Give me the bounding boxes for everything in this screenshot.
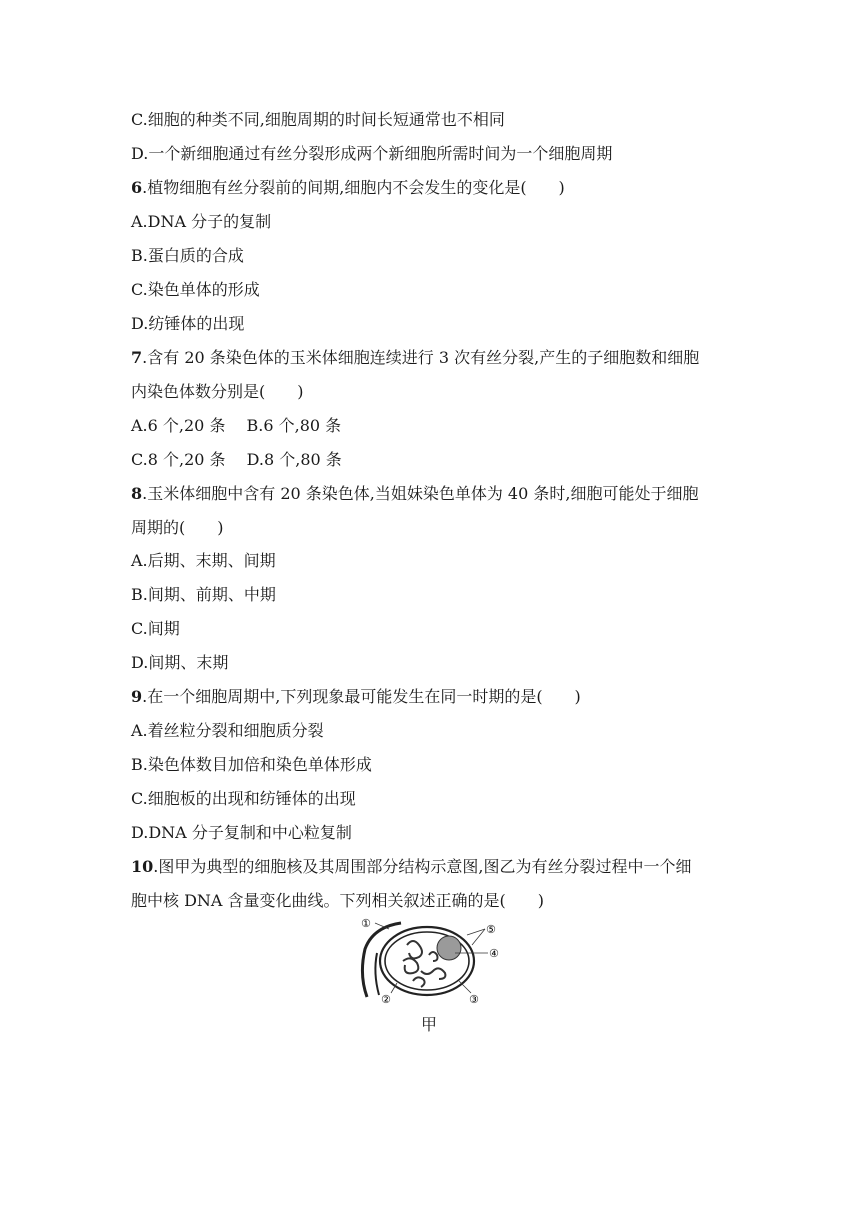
option-line xyxy=(131,551,276,571)
option-line xyxy=(131,110,505,130)
line-text: C.间期 xyxy=(131,619,180,638)
line-text: C.染色单体的形成 xyxy=(131,280,260,299)
leader-line-3 xyxy=(459,981,471,993)
option-line xyxy=(131,144,612,164)
line-text: A.着丝粒分裂和细胞质分裂 xyxy=(131,721,324,740)
er-membrane-inner xyxy=(375,953,379,995)
question-9-stem xyxy=(131,687,581,707)
line-text: B.间期、前期、中期 xyxy=(131,585,276,604)
line-text: A.6 个,20 条 B.6 个,80 条 xyxy=(131,416,342,435)
option-line xyxy=(131,585,276,605)
line-text: .植物细胞有丝分裂前的间期,细胞内不会发生的变化是( ) xyxy=(142,178,565,197)
line-text: B.蛋白质的合成 xyxy=(131,246,244,265)
label-5: ⑤ xyxy=(486,923,496,936)
question-10-stem xyxy=(131,857,691,877)
question-8-stem-cont xyxy=(131,518,224,538)
line-text: 胞中核 DNA 含量变化曲线。下列相关叙述正确的是( ) xyxy=(131,891,545,910)
option-line xyxy=(131,450,342,470)
line-text: D.DNA 分子复制和中心粒复制 xyxy=(131,823,352,842)
nucleus-diagram xyxy=(355,915,505,1005)
question-number: 6 xyxy=(131,178,143,197)
line-text: 内染色体数分别是( ) xyxy=(131,382,304,401)
question-number: 8 xyxy=(131,484,143,503)
line-text: .图甲为典型的细胞核及其周围部分结构示意图,图乙为有丝分裂过程中一个细 xyxy=(153,857,692,876)
label-4: ④ xyxy=(489,947,499,960)
line-text: .在一个细胞周期中,下列现象最可能发生在同一时期的是( ) xyxy=(142,687,581,706)
label-3: ③ xyxy=(469,993,479,1005)
option-line xyxy=(131,246,244,266)
line-text: B.染色体数目加倍和染色单体形成 xyxy=(131,755,372,774)
figure-caption: 甲 xyxy=(421,1015,438,1034)
line-text: C.8 个,20 条 D.8 个,80 条 xyxy=(131,450,342,469)
question-number: 7 xyxy=(131,348,143,367)
line-text: .含有 20 条染色体的玉米体细胞连续进行 3 次有丝分裂,产生的子细胞数和细胞 xyxy=(142,348,700,367)
option-line xyxy=(131,314,244,334)
option-line xyxy=(131,823,352,843)
line-text: A.DNA 分子的复制 xyxy=(131,212,272,231)
option-line xyxy=(131,280,260,300)
line-text: A.后期、末期、间期 xyxy=(131,551,276,570)
option-line xyxy=(131,755,372,775)
label-1: ① xyxy=(361,917,371,930)
question-number: 9 xyxy=(131,687,143,706)
nucleolus xyxy=(437,936,461,960)
line-text: C.细胞板的出现和纺锤体的出现 xyxy=(131,789,356,808)
option-line xyxy=(131,653,228,673)
label-2: ② xyxy=(381,993,391,1005)
nuclear-envelope-outer xyxy=(380,927,474,995)
line-text: 周期的( ) xyxy=(131,518,224,537)
question-number: 10 xyxy=(131,857,154,876)
line-text: C.细胞的种类不同,细胞周期的时间长短通常也不相同 xyxy=(131,110,505,129)
option-line xyxy=(131,212,271,232)
question-8-stem xyxy=(131,484,698,504)
line-text: D.间期、末期 xyxy=(131,653,229,672)
line-text: D.一个新细胞通过有丝分裂形成两个新细胞所需时间为一个细胞周期 xyxy=(131,144,613,163)
question-7-stem xyxy=(131,348,699,368)
question-10-stem-cont xyxy=(131,891,544,911)
question-6-stem xyxy=(131,178,565,198)
option-line xyxy=(131,721,324,741)
line-text: .玉米体细胞中含有 20 条染色体,当姐妹染色单体为 40 条时,细胞可能处于细胞 xyxy=(142,484,699,503)
line-text: D.纺锤体的出现 xyxy=(131,314,245,333)
option-line xyxy=(131,416,341,436)
question-7-stem-cont xyxy=(131,382,304,402)
option-line xyxy=(131,789,356,809)
option-line xyxy=(131,619,180,639)
